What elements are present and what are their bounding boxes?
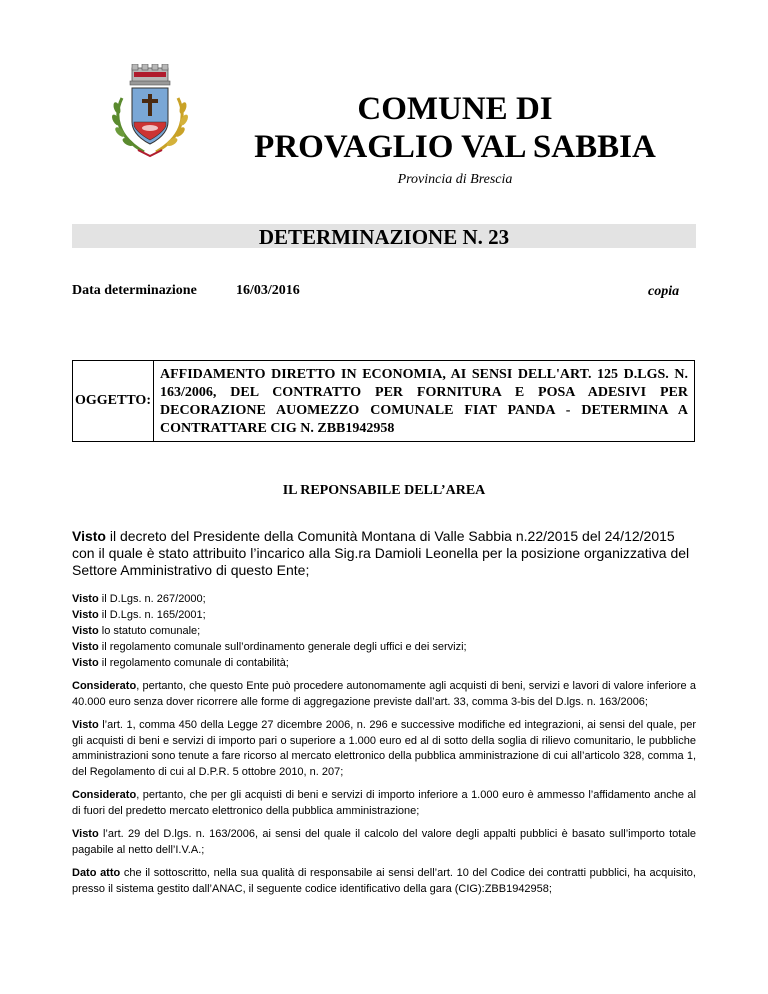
coat-of-arms-icon: [104, 64, 196, 160]
paragraph-lead: Considerato: [72, 680, 137, 692]
paragraph-lead: Dato atto: [72, 867, 121, 879]
subject-table: [72, 360, 695, 442]
municipality-name-line2: PROVAGLIO VAL SABBIA: [254, 129, 656, 165]
list-item: [72, 639, 696, 655]
paragraph-text: che il sottoscritto, nella sua qualità di responsabile ai sensi dell’art. 10 del Codice dei contratti pubblici, ha acquisito, presso il sistema gestito dall’ANAC, il seguente codice identificativo della gara (CIG):ZBB1942958;: [72, 867, 696, 895]
determination-title: DETERMINAZIONE N. 23: [258, 225, 510, 249]
item-lead: Visto: [72, 657, 99, 669]
item-lead: Visto: [72, 609, 99, 621]
document-body: [72, 528, 696, 905]
municipality-name-line1: COMUNE DI: [357, 91, 553, 127]
paragraph-lead: Visto: [72, 528, 106, 544]
date-label: Data determinazione: [72, 283, 197, 298]
item-lead: Visto: [72, 593, 99, 605]
legal-references-list: [72, 591, 696, 671]
subject-text: AFFIDAMENTO DIRETTO IN ECONOMIA, AI SENSI DELL'ART. 125 D.LGS. N. 163/2006, DEL CONTRATTO PER FORNITURA E POSA ADESIVI PER DECORAZIONE AUOMEZZO COMUNALE FIAT PANDA - DETERMINA A CONTRATTARE CIG N. ZBB1942958: [160, 367, 688, 436]
paragraph-text: il decreto del Presidente della Comunità Montana di Valle Sabbia n.22/2015 del 24/12/2015 con il quale è stato attribuito l’incarico alla Sig.ra Damioli Leonella per la posizione organizzativa del Settore Amministrativo di questo Ente;: [72, 528, 690, 578]
paragraph-text: , pertanto, che questo Ente può procedere autonomamente agli acquisti di beni, servizi e lavori di valore inferiore a 40.000 euro senza dover ricorrere alle forme di aggregazione previste dall’art. 33, comma 3-bis del D.lgs. n. 163/2006;: [72, 680, 696, 708]
item-lead: Visto: [72, 625, 99, 637]
subject-label: OGGETTO:: [75, 393, 151, 408]
copy-label: copia: [648, 284, 680, 299]
list-item: [72, 655, 696, 671]
paragraph-lead: Visto: [72, 828, 99, 840]
subject-text-cell: [154, 361, 694, 441]
item-text: il regolamento comunale di contabilità;: [98, 657, 289, 669]
paragraph-text: , pertanto, che per gli acquisti di beni e servizi di importo inferiore a 1.000 euro è ammesso l’affidamento anche al di fuori del predetto mercato elettronico della pubblica amministrazione;: [72, 789, 696, 817]
paragraph-text: l’art. 1, comma 450 della Legge 27 dicembre 2006, n. 296 e successive modifiche ed integrazioni, ai sensi del quale, per gli acquisti di beni e servizi di importo pari o superiore a 1.000 euro ed al di sotto della soglia di rilievo comunitario, le pubbliche amministrazioni sono tenute a fare ricorso al mercato elettronico della pubblica amministrazione di cui all’articolo 328, comma 1, del Regolamento di cui al D.P.R. 5 ottobre 2010, n. 207;: [72, 719, 696, 778]
body-paragraph: [72, 679, 696, 710]
body-paragraph: [72, 788, 696, 819]
item-text: il D.Lgs. n. 165/2001;: [98, 609, 206, 621]
date-value: 16/03/2016: [236, 283, 300, 298]
province-label: Provincia di Brescia: [397, 172, 513, 187]
item-text: il regolamento comunale sull’ordinamento generale degli uffici e dei servizi;: [98, 641, 467, 653]
list-item: [72, 607, 696, 623]
item-text: lo statuto comunale;: [98, 625, 201, 637]
body-paragraph: [72, 866, 696, 897]
body-paragraph: [72, 718, 696, 780]
item-text: il D.Lgs. n. 267/2000;: [98, 593, 206, 605]
paragraph-lead: Visto: [72, 719, 99, 731]
municipality-header: [240, 90, 670, 188]
paragraph-lead: Considerato: [72, 789, 137, 801]
item-lead: Visto: [72, 641, 99, 653]
paragraph-text: l’art. 29 del D.lgs. n. 163/2006, ai sensi del quale il calcolo del valore degli appalti pubblici è basato sull’importo totale pagabile al netto dell’I.V.A.;: [72, 828, 696, 856]
subject-label-cell: [73, 361, 154, 441]
body-paragraph: [72, 827, 696, 858]
list-item: [72, 623, 696, 639]
intro-paragraph: [72, 528, 696, 579]
list-item: [72, 591, 696, 607]
responsible-heading: IL REPONSABILE DELL’AREA: [282, 483, 486, 498]
